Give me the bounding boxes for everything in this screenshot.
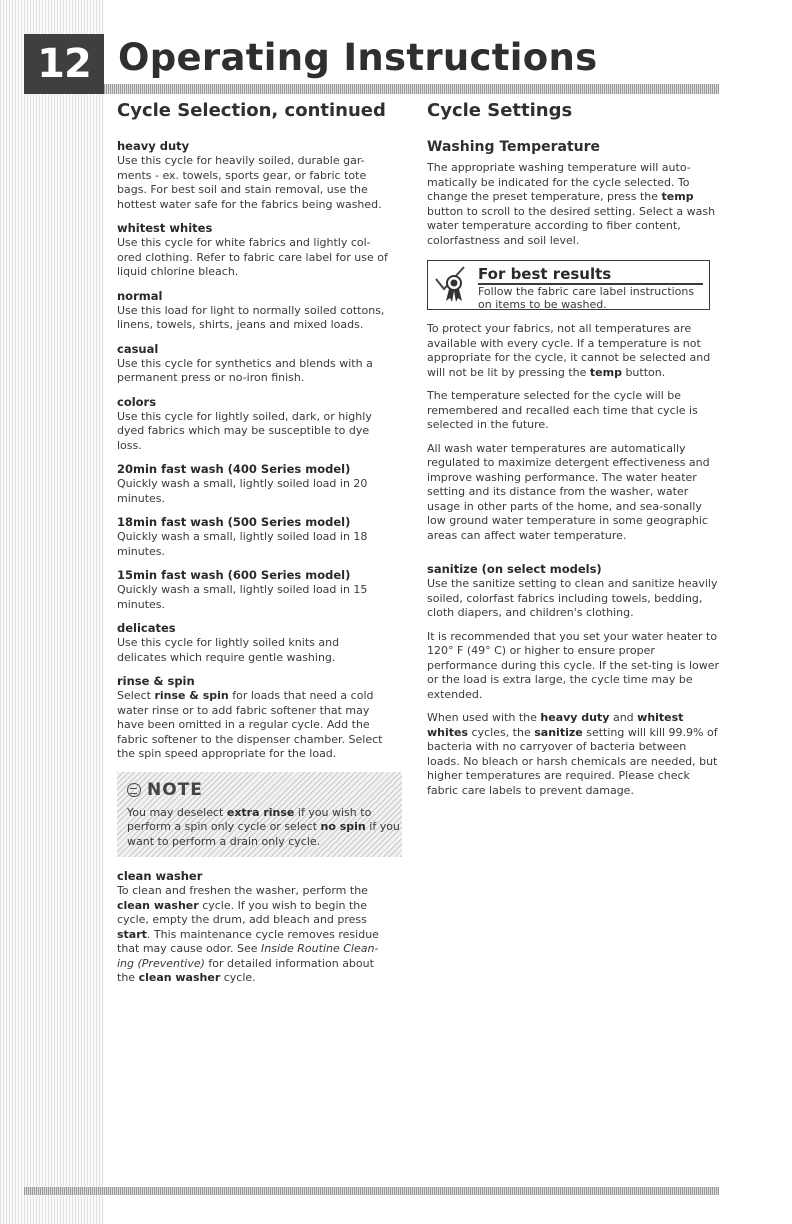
when-used-paragraph: When used with the heavy duty and whitest whites cycles, the sanitize setting will kill 99.9% of bacteria with no carryover of bacteria between loads. No bleach or harsh chemicals are needed, but higher temperatures are required. Please check fabric care labels to prevent damage.: [427, 711, 718, 797]
washing-temperature-heading: Washing Temperature: [427, 139, 601, 155]
cycle-desc: Use this load for light to normally soiled cottons, linens, towels, shirts, jeans and mixed loads.: [117, 303, 385, 331]
best-results-text: Follow the fabric care label instructions on items to be washed.: [478, 285, 695, 311]
cycle-title: normal: [117, 288, 163, 303]
cycle-title: 18min fast wash (500 Series model): [117, 515, 351, 529]
cycle-desc: Use this cycle for lightly soiled knits and delicates which require gentle washing.: [117, 636, 340, 664]
temperature-intro: The appropriate washing temperature will auto-matically be indicated for the cycle selected. To change the preset temperature, press the temp button to scroll to the desired setting. Select a wash water temperature according to fiber content, colorfastness and soil level.: [427, 161, 716, 247]
cycle-entry: [117, 462, 389, 506]
cycle-entry-clean-washer: [117, 869, 389, 986]
cycle-desc: Use this cycle for heavily soiled, durable gar-ments - ex. towels, sports gear, or fabric tote bags. For best soil and stain removal, use the hottest water safe for the fabrics being washed.: [117, 154, 382, 211]
cycle-entry: [117, 342, 389, 386]
cycle-entry: [117, 221, 389, 280]
title-rule: [104, 84, 719, 94]
best-results-title: For best results: [478, 265, 612, 283]
cycle-desc: Use this cycle for white fabrics and lightly col-ored clothing. Refer to fabric care label for use of liquid chlorine bleach.: [117, 236, 388, 278]
cycle-desc: Quickly wash a small, lightly soiled load in 15 minutes.: [117, 583, 368, 611]
cycle-title: colors: [117, 394, 157, 409]
note-text: You may deselect extra rinse if you wish to perform a spin only cycle or select no spin if you want to perform a drain only cycle.: [127, 805, 400, 848]
right-column: [427, 100, 722, 807]
bottom-rule: [24, 1187, 719, 1195]
protect-fabrics-paragraph: To protect your fabrics, not all temperatures are available with every cycle. If a temperature is not appropriate for the cycle, it cannot be selected and will not be lit by pressing the temp button.: [427, 322, 711, 379]
sanitize-entry: [427, 562, 722, 621]
cycle-entry: [117, 395, 389, 454]
remembered-paragraph: The temperature selected for the cycle will be remembered and recalled each time that cycle is selected in the future.: [427, 389, 698, 431]
sanitize-desc: Use the sanitize setting to clean and sanitize heavily soiled, colorfast fabrics including towels, bedding, cloth diapers, and children's clothing.: [427, 577, 718, 619]
page-title: Operating Instructions: [118, 36, 598, 79]
cycle-title: heavy duty: [117, 139, 190, 153]
cycle-title: 20min fast wash (400 Series model): [117, 462, 351, 476]
cycle-title: delicates: [117, 621, 176, 635]
cycle-title: whitest whites: [117, 221, 213, 235]
left-margin-band: [0, 0, 104, 1224]
sanitize-title: sanitize (on select models): [427, 562, 602, 576]
cycle-entry: [117, 568, 389, 612]
recommended-paragraph: It is recommended that you set your water heater to 120° F (49° C) or higher to ensure proper performance during this cycle. If the set-ting is lower or the load is extra large, the cycle time may be extended.: [427, 629, 720, 701]
regulated-paragraph: All wash water temperatures are automatically regulated to maximize detergent effectiveness and improve washing performance. The water heater setting and its distance from the washer, water usage in other parts of the home, and sea-sonally low ground water temperature in some geographic areas can affect water temperature.: [427, 441, 710, 542]
best-results-box: [427, 260, 710, 310]
cycle-desc: Use this cycle for synthetics and blends with a permanent press or no-iron finish.: [117, 356, 373, 384]
left-column: [117, 100, 400, 995]
cycle-entry: [117, 515, 389, 559]
cycle-desc: Quickly wash a small, lightly soiled load in 18 minutes.: [117, 530, 368, 558]
cycle-title: rinse & spin: [117, 674, 195, 688]
cycle-selection-heading: Cycle Selection, continued: [117, 100, 386, 121]
page-number: 12: [24, 34, 104, 94]
cycle-desc: Quickly wash a small, lightly soiled load in 20 minutes.: [117, 477, 368, 505]
note-icon: [127, 783, 141, 797]
note-title: NOTE: [147, 779, 203, 800]
cycle-entry: [117, 289, 389, 333]
award-ribbon-icon: [434, 265, 470, 305]
cycle-title: clean washer: [117, 869, 203, 883]
cycle-desc: Use this cycle for lightly soiled, dark, or highly dyed fabrics which may be susceptible to dye loss.: [117, 409, 372, 452]
cycle-entry: [117, 621, 389, 665]
cycle-title: casual: [117, 341, 159, 356]
cycle-title: 15min fast wash (600 Series model): [117, 568, 351, 582]
cycle-desc: To clean and freshen the washer, perform the clean washer cycle. If you wish to begin the cycle, empty the drum, add bleach and press start. This maintenance cycle removes residue that may cause odor. See Inside Routine Clean-ing (Preventive) for detailed information about the clean washer cycle.: [117, 884, 379, 984]
note-box: [117, 772, 402, 858]
cycle-desc: Select rinse & spin for loads that need a cold water rinse or to add fabric softener that may have been omitted in a regular cycle. Add the fabric softener to the dispenser chamber. Select the spin speed appropriate for the load.: [117, 689, 383, 760]
cycle-settings-heading: Cycle Settings: [427, 100, 573, 121]
cycle-entry-rinse-spin: [117, 674, 389, 762]
cycle-entry: [117, 139, 389, 212]
